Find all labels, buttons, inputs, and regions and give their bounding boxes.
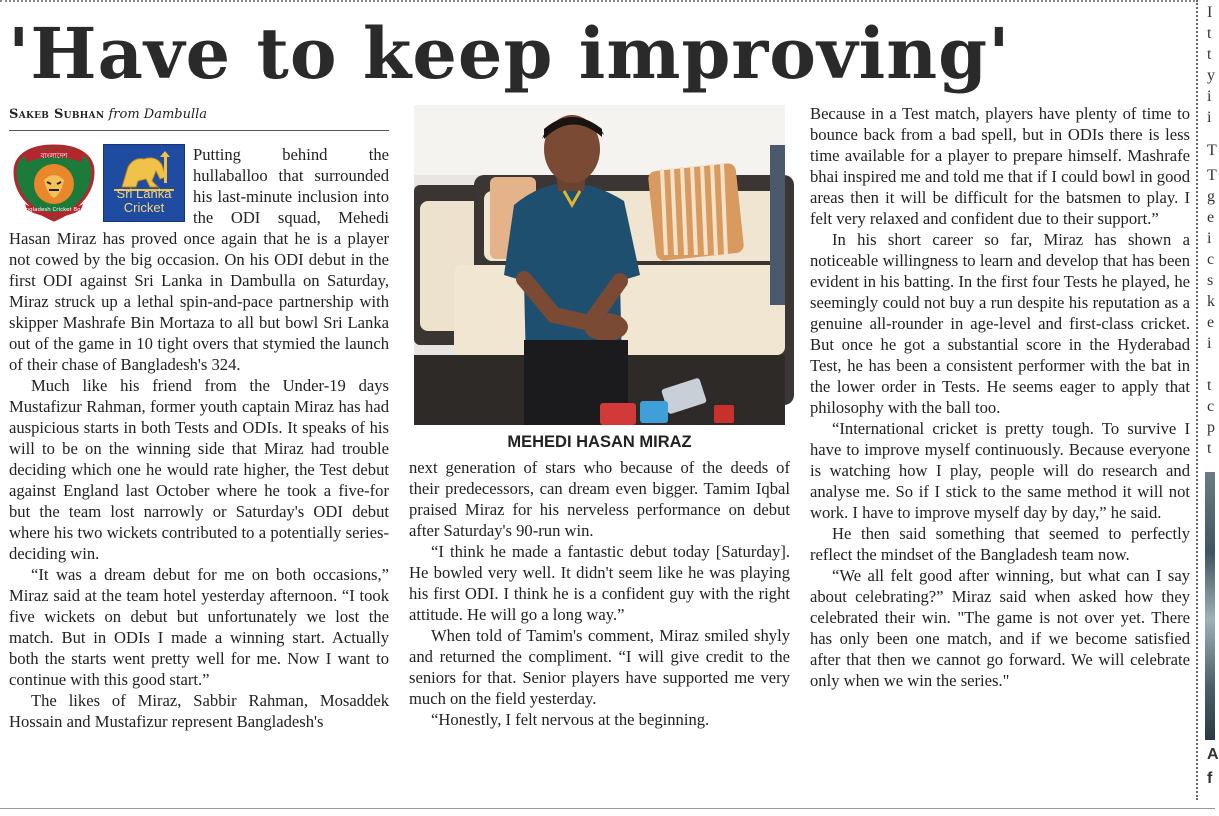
byline-author: Sakeb Subhan (9, 107, 105, 122)
clipped-letter: k (1207, 293, 1215, 310)
paragraph: Putting behind the hullaballoo that surrounded his last-minute inclusion into the ODI squad, Mehedi Hasan Miraz has proved once again that he is a player not cowed by the big occasion. On his ODI debut in the first ODI against Sri Lanka in Dambulla on Saturday, Miraz struck up a lethal spin-and-pace partnership with skipper Mashrafe Bin Mortaza to all but bowl Sri Lanka out of the game in 10 tight overs that stymied the launch of their chase of Bangladesh's 324. (9, 145, 389, 374)
player-photo (414, 105, 785, 425)
article-column-3 (810, 103, 1190, 691)
clipped-letter: t (1207, 440, 1212, 457)
paragraph: “We all felt good after winning, but what can I say about celebrating?” Miraz said when asked how they celebrated their win. "The game is not over yet. There has only been one match, and if we become satisfied after that then we cannot go forward. We will celebrate only when we win the series." (810, 566, 1190, 690)
clipped-letter: c (1207, 398, 1215, 415)
top-dotted-border (0, 0, 1195, 2)
bcb-logo-text-bottom: Bangladesh Cricket Board (18, 207, 90, 213)
clipped-letter: i (1207, 88, 1212, 105)
paragraph: Much like his friend from the Under-19 days Mustafizur Rahman, former youth captain Miraz has had auspicious starts in both Tests and ODIs. It speaks of his will to be on the winning side that Miraz had trouble deciding which one he would rate higher, the Test debut against England last October where he took a five-for but the team lost narrowly or Saturday's ODI debut where his two wickets contributed to a potentially series-deciding win. (9, 376, 389, 563)
paragraph: “It was a dream debut for me on both occasions,” Miraz said at the team hotel yesterday afternoon. “I took five wickets on debut but unfortunately we lost the match. But in ODIs I made a winning start. Actually both the starts went pretty well for me. Now I want to continue with this good start.” (9, 565, 389, 689)
clipped-letter: i (1207, 109, 1212, 126)
headline: 'Have to keep improving' (8, 12, 1011, 95)
slc-logo-text: Sri Lanka Cricket (116, 186, 172, 215)
clipped-letter: T (1207, 167, 1217, 184)
clipped-letter: y (1207, 67, 1215, 84)
clipped-letter: A (1207, 746, 1219, 763)
byline (9, 106, 389, 131)
clipped-letter: f (1207, 770, 1213, 787)
adjacent-photo-clipped (1205, 472, 1215, 740)
paragraph: In his short career so far, Miraz has shown a noticeable willingness to learn and develop that has been evident in his batting. In the first four Tests he played, he seemingly could not buy a run despite his reputation as a genuine all-rounder in age-level and first-class cricket. But once he got a substantial score in the Hyderabad Test, he has been a consistent performer with the bat in the lower order in Tests. He seems eager to apply that philosophy with the ball too. (810, 230, 1190, 417)
article-column-1 (9, 144, 389, 732)
clipped-letter: i (1207, 335, 1212, 352)
clipped-letter: I (1207, 4, 1213, 21)
clipped-letter: p (1207, 419, 1215, 436)
byline-location: from Dambulla (108, 107, 208, 122)
paragraph: “I think he made a fantastic debut today [Saturday]. He bowled very well. It didn't seem like he was playing his first ODI. I think he is a confident guy with the right attitude. He will go a long way.” (409, 542, 790, 624)
clipped-letter: t (1207, 25, 1212, 42)
adjacent-article-clipped (1205, 0, 1219, 800)
paragraph: “Honestly, I felt nervous at the beginning. (431, 710, 710, 729)
article-column-2 (409, 457, 790, 730)
clipped-letter: i (1207, 230, 1212, 247)
paragraph: Because in a Test match, players have plenty of time to bounce back from a bad spell, but in ODIs there is less time available for a player to prepare himself. Mashrafe bhai inspired me and told me that if I could bowl in good areas then it will be difficult for the batsmen to play. I felt very relaxed and confident due to their support.” (810, 104, 1190, 228)
striped-cushion (648, 163, 745, 262)
team-logos (9, 144, 187, 226)
photo-illustration (414, 105, 785, 425)
clipped-letter: t (1207, 46, 1212, 63)
clipped-letter: t (1207, 377, 1212, 394)
clipped-letter: g (1207, 188, 1215, 205)
photo-caption: MEHEDI HASAN MIRAZ (507, 433, 692, 451)
paragraph: When told of Tamim's comment, Miraz smiled shyly and returned the compliment. “I will give credit to the seniors for that. Senior players have supported me very much on the field yesterday. (409, 626, 790, 708)
paragraph: “International cricket is pretty tough. To survive I have to improve myself continuously. Because everyone is watching how I play, people will do research and analyse me. So if I stick to the same method it will not work. I have to improve myself day by day,” he said. (810, 419, 1190, 522)
bcb-logo (11, 144, 97, 222)
clipped-letter: e (1207, 314, 1215, 331)
bottom-rule (0, 808, 1215, 809)
paragraph: The likes of Miraz, Sabbir Rahman, Mosaddek Hossain and Mustafizur represent Bangladesh's (9, 691, 389, 731)
clipped-letter: s (1207, 272, 1214, 289)
paragraph: next generation of stars who because of the deeds of their predecessors, can dream even bigger. Tamim Iqbal praised Miraz for his nerveless performance on debut after Saturday's 90-run win. (409, 458, 790, 540)
sri-lanka-cricket-logo (103, 144, 185, 222)
bcb-logo-text-top: বাংলাদেশ (40, 152, 68, 160)
clipped-letter: c (1207, 251, 1215, 268)
clipped-letter: T (1207, 142, 1217, 159)
paragraph: He then said something that seemed to perfectly reflect the mindset of the Bangladesh team now. (810, 524, 1190, 564)
column-divider-dotted (1196, 0, 1198, 800)
clipped-letter: e (1207, 209, 1215, 226)
